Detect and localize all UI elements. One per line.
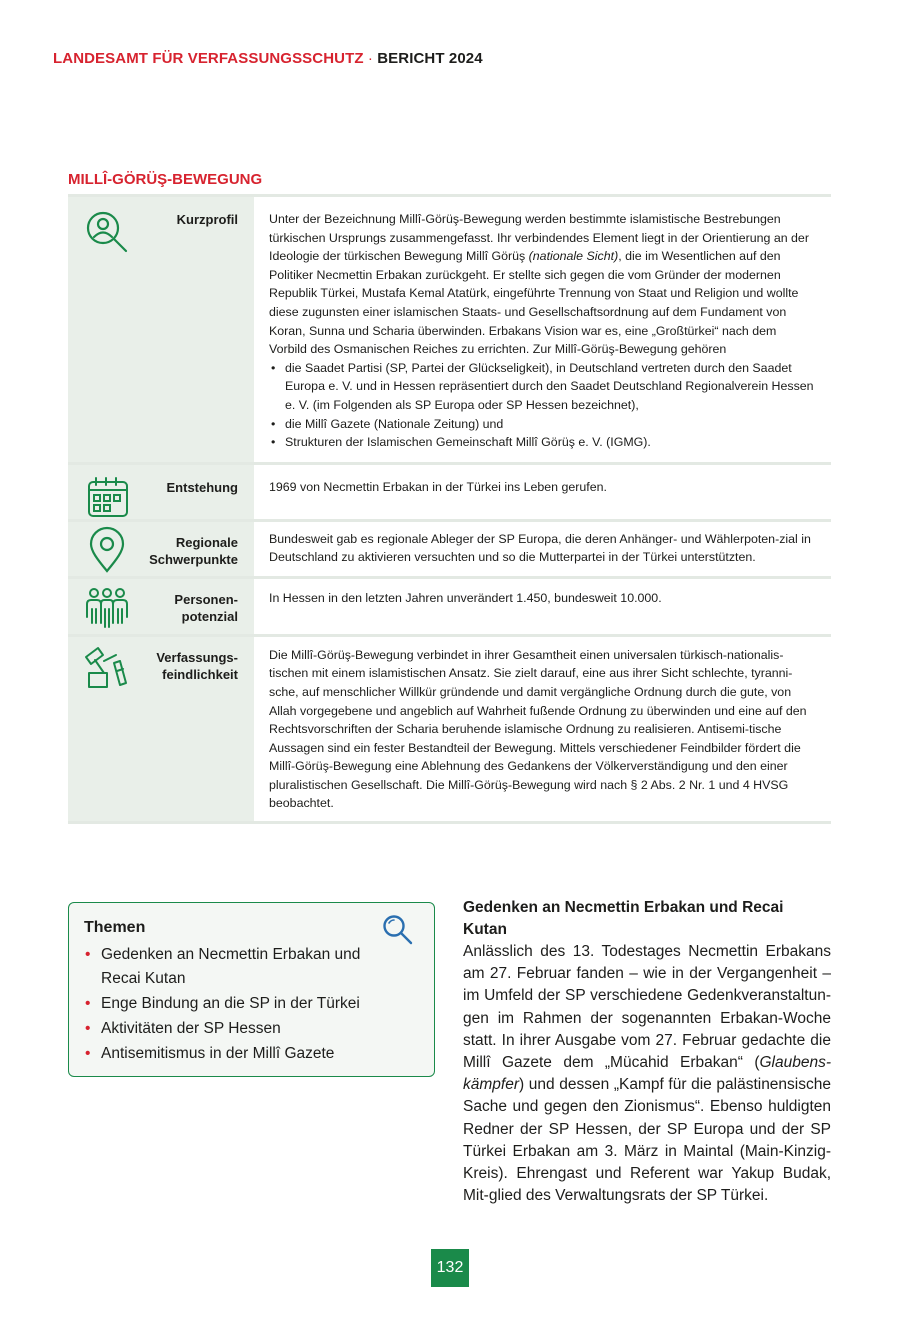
kurzprofil-intro-italic: (nationale Sicht) bbox=[528, 249, 619, 264]
article-text-1: Anlässlich des 13. Todestages Necmettin Erbakans am 27. Februar fanden – wie in der Vergangenheit – im Umfeld der SP verschiedene Gedenkveranstaltun-gen im Rahmen der sogenannten Erbakan-Woche statt. In ihrer Ausgabe vom 27. Februar gedachte die Millî Gazete dem „Mücahid Erbakan“ ( bbox=[463, 943, 831, 1072]
header-separator: · bbox=[363, 50, 378, 67]
article-paragraph bbox=[463, 941, 831, 1207]
article-heading: Gedenken an Necmettin Erbakan und Recai Kutan bbox=[463, 899, 784, 938]
profile-text: Die Millî-Görüş-Bewegung verbindet in ihrer Gesamtheit einen universalen türkisch-nationalis-tischen mit einem islamistischen Ansatz. Sie zielt darauf, eine aus ihrer Sicht schlechte, tyranni-sche, auf menschlicher Willkür gründende und damit vergängliche Ordnung durch die gute, von Allah vorgegebene und angeblich auf Wahrheit fußende Ordnung zu überwinden und eine auf den Rechtsvorschriften der Scharia beruhende islamische Ordnung zu realisieren. Antisemi-tische Aussagen sind ein fester Bestandteil der Bewegung. Mittels verschiedener Feindbilder fördert die Millî-Görüş-Bewegung eine Ablehnung des Gedankens der Völkerverständigung und den einer pluralistischen Gesellschaft. Die Millî-Görüş-Bewegung wird nach § 2 Abs. 2 Nr. 1 und 4 HVSG beobachtet. bbox=[269, 647, 807, 811]
page-number: 132 bbox=[431, 1249, 469, 1287]
profile-table bbox=[68, 194, 831, 824]
calendar-icon bbox=[82, 473, 132, 523]
magnifier-icon bbox=[381, 913, 415, 947]
profile-label-cell bbox=[68, 637, 254, 821]
profile-label bbox=[156, 649, 238, 683]
label-line-1: Regionale bbox=[175, 534, 238, 550]
profile-row-entstehung bbox=[68, 465, 831, 522]
profile-row-schwerpunkte bbox=[68, 522, 831, 579]
profile-text bbox=[254, 197, 831, 462]
article-text-2: ) und dessen „Kampf für die palästinensische Sache und gegen den Zionismus“. Ebenso huldigten Redner der SP Hessen, der SP Europa und der SP Türkei Erbakan am 3. März in Maintal (Main-Kinzig-Kreis). Ehrengast und Referent war Yakup Budak, Mit-glied des Verwaltungsrats der SP Türkei. bbox=[463, 1076, 831, 1205]
kurzprofil-list bbox=[269, 359, 817, 452]
list-item: • Enge Bindung an die SP in der Türkei bbox=[84, 992, 384, 1016]
list-item: • die Saadet Partisi (SP, Partei der Glückseligkeit), in Deutschland vertreten durch den Saadet Europa e. V. und in Hessen repräsentiert durch den Saadet Deutschland Regionalverein Hessen e. V. (im Folgenden als SP Europa oder SP Hessen bezeichnet), bbox=[269, 359, 817, 415]
kurzprofil-intro-1: Unter der Bezeichnung Millî-Görüş-Bewegung werden bestimmte islamistische Bestrebungen türkischen Ursprungs zusammengefasst. Ihr verbindendes Element liegt in der Orientierung an der Ideologie der türkischen Bewegung Millî Görüş bbox=[269, 212, 809, 264]
person-search-icon bbox=[82, 207, 132, 257]
header-org: LANDESAMT FÜR VERFASSUNGSSCHUTZ bbox=[53, 50, 364, 67]
label-line-1: Personen- bbox=[174, 591, 238, 607]
profile-label bbox=[149, 534, 238, 568]
label-line-2: potenzial bbox=[181, 608, 238, 624]
profile-label-cell bbox=[68, 197, 254, 462]
article-text-italic: Glaubens-kämpfer bbox=[463, 1054, 831, 1094]
themen-list bbox=[84, 943, 384, 1067]
list-item: • Antisemitismus in der Millî Gazete bbox=[84, 1042, 384, 1066]
label-line-1: Verfassungs- bbox=[156, 649, 238, 665]
profile-label bbox=[174, 591, 238, 625]
section-title: MILLÎ-GÖRÜŞ-BEWEGUNG bbox=[68, 171, 263, 188]
themen-title: Themen bbox=[84, 919, 146, 936]
profile-row-kurzprofil bbox=[68, 197, 831, 465]
list-item: • die Millî Gazete (Nationale Zeitung) und bbox=[269, 415, 817, 434]
list-item: • Gedenken an Necmettin Erbakan und Recai Kutan bbox=[84, 943, 384, 990]
location-pin-icon bbox=[82, 526, 132, 576]
profile-label-cell bbox=[68, 465, 254, 519]
profile-label-cell bbox=[68, 579, 254, 634]
article bbox=[463, 897, 831, 1207]
label-line-2: Schwerpunkte bbox=[149, 551, 238, 567]
profile-label: Kurzprofil bbox=[176, 212, 238, 227]
group-icon bbox=[82, 583, 132, 633]
header-report: BERICHT 2024 bbox=[377, 50, 483, 67]
list-item: • Aktivitäten der SP Hessen bbox=[84, 1017, 384, 1041]
profile-text: 1969 von Necmettin Erbakan in der Türkei ins Leben gerufen. bbox=[269, 479, 607, 494]
gavel-icon bbox=[82, 643, 132, 693]
themen-box bbox=[68, 902, 435, 1077]
profile-text: In Hessen in den letzten Jahren unverändert 1.450, bundesweit 10.000. bbox=[269, 590, 662, 605]
profile-label: Entstehung bbox=[166, 479, 238, 495]
running-header bbox=[53, 50, 483, 67]
profile-row-personen bbox=[68, 579, 831, 637]
kurzprofil-intro-2: , die im Wesentlichen auf den Politiker Necmettin Erbakan zurückgeht. Er stellte sich gegen die vom Gründer der modernen Republik Türkei, Mustafa Kemal Atatürk, eingeführte Trennung von Staat und Religion und wollte diese zugunsten einer islamischen Staats- und Gesellschaftsordnung auf dem Fundament von Koran, Sunna und Scharia überwinden. Erbakans Vision war es, eine „Großtürkei“ nach dem Vorbild des Osmanischen Reiches zu errichten. Zur Millî-Görüş-Bewegung gehören bbox=[269, 249, 799, 357]
profile-label-cell bbox=[68, 522, 254, 576]
profile-row-feindlichkeit bbox=[68, 637, 831, 824]
list-item: • Strukturen der Islamischen Gemeinschaft Millî Görüş e. V. (IGMG). bbox=[269, 433, 817, 452]
label-line-2: feindlichkeit bbox=[162, 666, 238, 682]
profile-text: Bundesweit gab es regionale Ableger der SP Europa, die deren Anhänger- und Wählerpoten-zial in Deutschland zu aktivieren versuchten und so die Mutterpartei in der Türkei unterstützten. bbox=[269, 531, 811, 565]
